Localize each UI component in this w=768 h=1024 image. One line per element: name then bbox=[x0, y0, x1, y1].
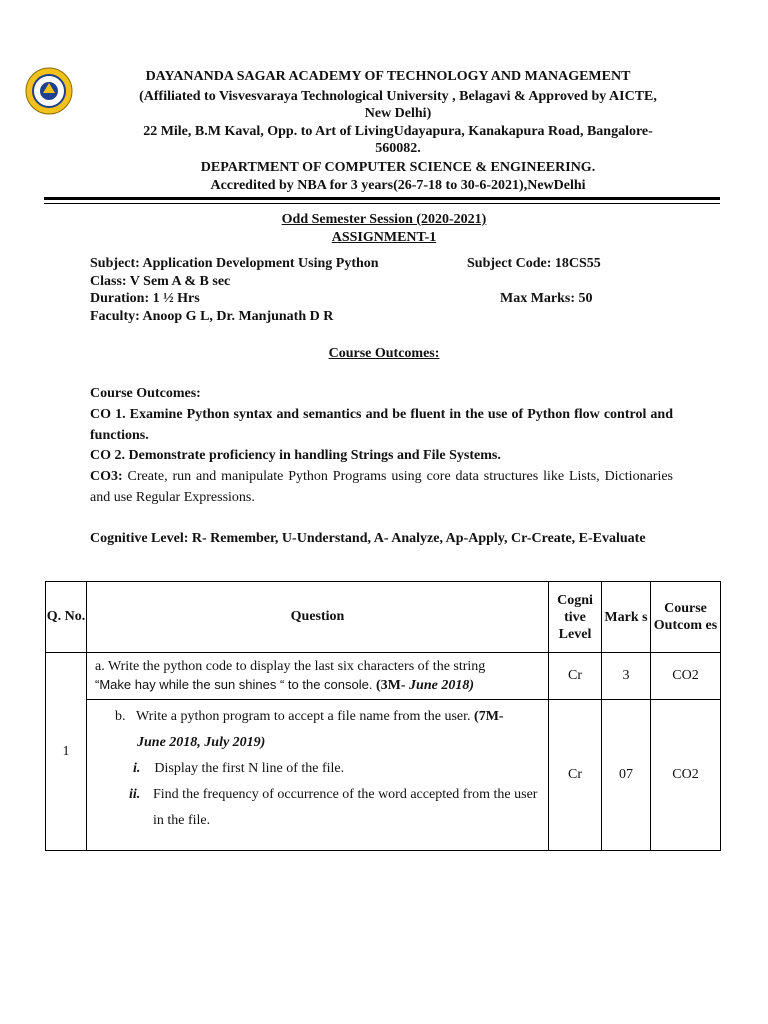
cognitive-levels: Cognitive Level: R- Remember, U-Understand, A- Analyze, Ap-Apply, Cr-Create, E-Evaluate bbox=[90, 531, 646, 546]
class: Class: V Sem A & B sec bbox=[90, 274, 231, 289]
affiliation-line2: New Delhi) bbox=[364, 106, 432, 121]
address-line2: 560082. bbox=[375, 141, 421, 156]
accreditation: Accredited by NBA for 3 years(26-7-18 to 30-6-2021),NewDelhi bbox=[210, 178, 586, 193]
header-qno: Q. No. bbox=[46, 582, 87, 653]
header-outcome: Course Outcom es bbox=[651, 582, 721, 653]
question-table bbox=[45, 581, 721, 851]
subject-code: Subject Code: 18CS55 bbox=[467, 256, 601, 271]
q1a-outcome: CO2 bbox=[651, 653, 721, 700]
header-cognitive: Cogni tive Level bbox=[549, 582, 602, 653]
q1b-marks: 07 bbox=[602, 700, 651, 851]
co2-text: CO 2. Demonstrate proficiency in handling Strings and File Systems. bbox=[90, 448, 501, 463]
header-rule-thin bbox=[44, 203, 720, 204]
co3-text: CO3: Create, run and manipulate Python Programs using core data structures like Lists, Dictionaries and use Regular Expressions. bbox=[90, 469, 673, 505]
college-logo bbox=[25, 67, 73, 115]
max-marks: Max Marks: 50 bbox=[500, 291, 593, 306]
header-marks: Mark s bbox=[602, 582, 651, 653]
faculty: Faculty: Anoop G L, Dr. Manjunath D R bbox=[90, 309, 334, 324]
table-row-1a bbox=[46, 653, 721, 700]
address-line1: 22 Mile, B.M Kaval, Opp. to Art of LivingUdayapura, Kanakapura Road, Bangalore- bbox=[143, 124, 653, 139]
department-name: DEPARTMENT OF COMPUTER SCIENCE & ENGINEERING. bbox=[200, 160, 596, 175]
institute-name: DAYANANDA SAGAR ACADEMY OF TECHNOLOGY AND MANAGEMENT bbox=[145, 69, 631, 84]
course-outcomes-heading: Course Outcomes: bbox=[328, 346, 440, 361]
table-row-1b bbox=[46, 700, 721, 851]
q1b-level: Cr bbox=[549, 700, 602, 851]
subject: Subject: Application Development Using Python bbox=[90, 256, 379, 271]
q1b-outcome: CO2 bbox=[651, 700, 721, 851]
q1-number: 1 bbox=[46, 653, 87, 851]
co1-text: CO 1. Examine Python syntax and semantics and be fluent in the use of Python flow control and functions. bbox=[90, 407, 673, 443]
q1a-marks: 3 bbox=[602, 653, 651, 700]
header-question: Question bbox=[87, 582, 549, 653]
q1a-level: Cr bbox=[549, 653, 602, 700]
course-outcomes-label: Course Outcomes: bbox=[90, 386, 201, 401]
table-header-row bbox=[46, 582, 721, 653]
assignment-title: ASSIGNMENT-1 bbox=[331, 230, 437, 245]
session-title: Odd Semester Session (2020-2021) bbox=[281, 212, 487, 227]
affiliation-line1: (Affiliated to Visvesvaraya Technological University , Belagavi & Approved by AICTE, bbox=[139, 89, 657, 104]
q1a-question: a. Write the python code to display the last six characters of the string “Make hay while the sun shines “ to the console. (3M- June 2018) bbox=[87, 653, 549, 700]
q1b-question: b. Write a python program to accept a file name from the user. (7M- June 2018, July 2019) i. Display the first N line of the file. ii. Find the frequency of occurrence of the word accepted from the user in the file. bbox=[87, 700, 549, 851]
header-rule-thick bbox=[44, 197, 720, 200]
duration: Duration: 1 ½ Hrs bbox=[90, 291, 200, 306]
